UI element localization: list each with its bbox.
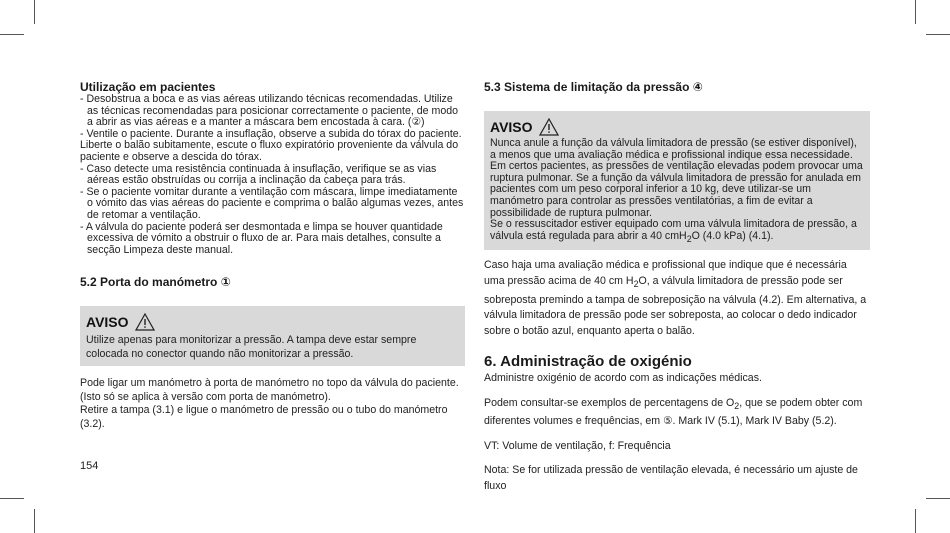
- page-number: 154: [80, 460, 99, 472]
- heading-oxygen: 6. Administração de oxigénio: [484, 353, 692, 371]
- list-item: - Ventile o paciente. Durante a insuflação, observe a subida do tórax do paciente.: [80, 127, 462, 140]
- manometer-paragraphs: [80, 377, 465, 431]
- crop-mark: [926, 498, 950, 499]
- left-column: [80, 80, 465, 431]
- oxygen-legend: VT: Volume de ventilação, f: Frequência: [484, 439, 671, 452]
- oxygen-note: Nota: Se for utilizada pressão de ventilação elevada, é necessário um ajuste de fluxo: [484, 464, 858, 492]
- warning-text-part: Se o ressuscitador estiver equipado com uma válvula limitadora de pressão, a válvula está regulada para abrir a 40 cmH: [490, 218, 857, 242]
- paragraph: Pode ligar um manómetro à porta de manómetro no topo da válvula do paciente.: [80, 377, 459, 390]
- warning-triangle-icon: [135, 313, 155, 331]
- warning-header: [490, 116, 863, 138]
- pressure-paragraph: [484, 258, 870, 339]
- crop-mark: [34, 0, 35, 24]
- subscript: 2: [686, 233, 692, 244]
- warning-box-pressure: [484, 111, 870, 250]
- crop-mark: [915, 0, 916, 24]
- paragraph-part: Podem consultar-se exemplos de percentagens de O: [484, 396, 735, 409]
- subscript: 2: [734, 400, 740, 411]
- paragraph: Retire a tampa (3.1) e ligue o manómetro de pressão ou o tubo do manómetro (3.2).: [80, 404, 448, 430]
- list-item: - A válvula do paciente poderá ser desmontada e limpa se houver quantidade excessiva de vómito a obstruir o fluxo de ar. Para mais detalhes, consulte a secção Limpeza deste manual.: [80, 220, 443, 256]
- warning-text-part: O (4.0 kPa) (4.1).: [691, 229, 774, 242]
- warning-text: Nunca anule a função da válvula limitadora de pressão (se estiver disponível), a menos que uma avaliação médica e profissional indique essa necessidade. Em certos pacientes, as pressões de ventilação elevadas podem provocar uma ruptura pulmonar. Se a função da válvula limitadora de pressão for anulada em pacientes com um peso corporal inferior a 10 kg, deve utilizar-se um manómetro para controlar as pressões ventilatórias, a fim de evitar a possibilidade de ruptura pulmonar.: [490, 137, 863, 219]
- warning-triangle-icon: [539, 118, 559, 136]
- oxygen-examples: [484, 396, 870, 430]
- list-item: - Desobstrua a boca e as vias aéreas utilizando técnicas recomendadas. Utilize as técnicas recomendadas para posicionar correctamente o paciente, de modo a abrir as vias aéreas e a manter a máscara bem encostada à cara. (②): [80, 93, 458, 129]
- patients-list: [80, 94, 465, 256]
- paragraph-part: , que se podem obter com diferentes volumes e frequências, em ⑤. Mark IV (5.1), Mark IV Baby (5.2).: [484, 396, 863, 428]
- list-item: Liberte o balão subitamente, escute o fluxo expiratório proveniente da válvula do paciente e observe a descida do tórax.: [80, 139, 459, 163]
- list-item: - Caso detecte uma resistência continuada à insuflação, verifique se as vias aéreas estão obstruídas ou corrija a inclinação da cabeça para trás.: [80, 162, 437, 187]
- oxygen-intro: Administre oxigénio de acordo com as indicações médicas.: [484, 372, 762, 385]
- paragraph-part: Caso haja uma avaliação médica e profissional que indique que é necessária uma pressão acima de 40 cm H: [484, 259, 847, 287]
- list-item: - Se o paciente vomitar durante a ventilação com máscara, limpe imediatamente o vómito das vias aéreas do paciente e comprima o balão algumas vezes, antes de retomar a ventilação.: [80, 185, 464, 221]
- warning-text: Utilize apenas para monitorizar a pressão. A tampa deve estar sempre colocada no conector quando não monitorizar a pressão.: [86, 334, 417, 361]
- crop-mark: [915, 509, 916, 533]
- warning-header: [86, 311, 458, 333]
- warning-label: AVISO: [86, 314, 129, 331]
- warning-text-setting: [490, 219, 863, 245]
- crop-mark: [0, 34, 24, 35]
- paragraph-part: O, a válvula limitadora de pressão pode ser sobreposta premindo a tampa de sobreposição na válvula (4.2). Em alternativa, a válvula limitadora de pressão pode ser sobreposta, ao colocar o dedo indicador sobre o botão azul, enquanto aperta o balão.: [484, 274, 867, 337]
- section-title-patients: Utilização em pacientes: [80, 80, 216, 94]
- warning-label: AVISO: [490, 119, 533, 135]
- warning-box-manometer: [80, 306, 465, 366]
- crop-mark: [34, 509, 35, 533]
- paragraph: (Isto só se aplica à versão com porta de manómetro).: [80, 390, 331, 403]
- section-title-manometer: 5.2 Porta do manómetro ①: [80, 275, 231, 290]
- crop-mark: [0, 498, 24, 499]
- crop-mark: [926, 34, 950, 35]
- section-title-pressure: 5.3 Sistema de limitação da pressão ④: [484, 80, 703, 94]
- subscript: 2: [633, 279, 639, 290]
- right-column: [484, 80, 870, 494]
